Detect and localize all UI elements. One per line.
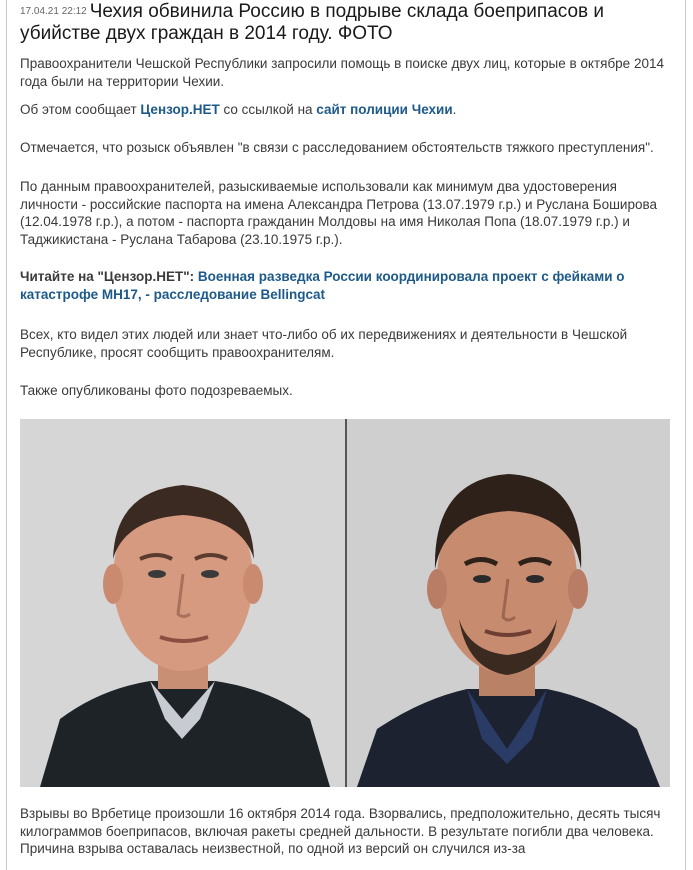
suspect-portrait-right — [347, 419, 670, 787]
paragraph-6: Также опубликованы фото подозреваемых. — [20, 383, 293, 398]
read-also-prefix: Читайте на "Цензор.НЕТ": — [20, 269, 198, 284]
suspects-photo — [20, 419, 670, 787]
headline-text: Чехия обвинила Россию в подрыве склада боеприпасов и убийстве двух граждан в 2014 году. ФОТО — [20, 1, 605, 44]
paragraph-5: Всех, кто видел этих людей или знает что-либо об их передвижениях и деятельности в Чешской Республике, просят сообщить правоохранителям. — [20, 327, 628, 360]
paragraph-7: Взрывы во Врбетице произошли 16 октября 2014 года. Взорвались, предположительно, десять тысяч килограммов боеприпасов, включая ракеты средней дальности. В результате погибли два человека. Причина взрыва оставалась неизвестной, по одной из версий он случился из-за — [20, 806, 661, 856]
paragraph-2 — [20, 101, 670, 119]
paragraph-1: Правоохранители Чешской Республики запросили помощь в поиске двух лиц, которые в октябре 2014 года были на территории Чехии. — [20, 56, 664, 89]
source-text-middle: со ссылкой на — [219, 102, 317, 117]
read-also-link[interactable]: Военная разведка России координировала проект с фейками о катастрофе МН17, - расследование Bellingcat — [20, 269, 625, 302]
source-text-after: . — [452, 102, 457, 117]
suspect-photo-left — [20, 419, 345, 787]
article-date: 17.04.21 22:12 — [20, 6, 87, 17]
headline — [20, 0, 675, 45]
paragraph-3: Отмечается, что розыск объявлен "в связи с расследованием обстоятельств тяжкого преступления". — [20, 140, 654, 155]
source-text-before: Об этом сообщает — [20, 102, 141, 117]
censor-net-link[interactable]: Цензор.НЕТ — [140, 102, 220, 117]
paragraph-4: По данным правоохранителей, разыскиваемые использовали как минимум два удостоверения личности - российские паспорта на имена Александра Петрова (13.07.1979 г.р.) и Руслана Боширова (12.04.1978 г.р.), а потом - паспорта гражданин Молдовы на имя Николая Попа (18.07.1979 г.р.) и Таджикистана - Руслана Табарова (23.10.1975 г.р.). — [20, 179, 658, 247]
suspect-portrait-left — [20, 419, 345, 787]
read-also — [20, 268, 660, 303]
suspect-photo-right — [347, 419, 670, 787]
czech-police-link[interactable]: сайт полиции Чехии — [316, 102, 453, 117]
